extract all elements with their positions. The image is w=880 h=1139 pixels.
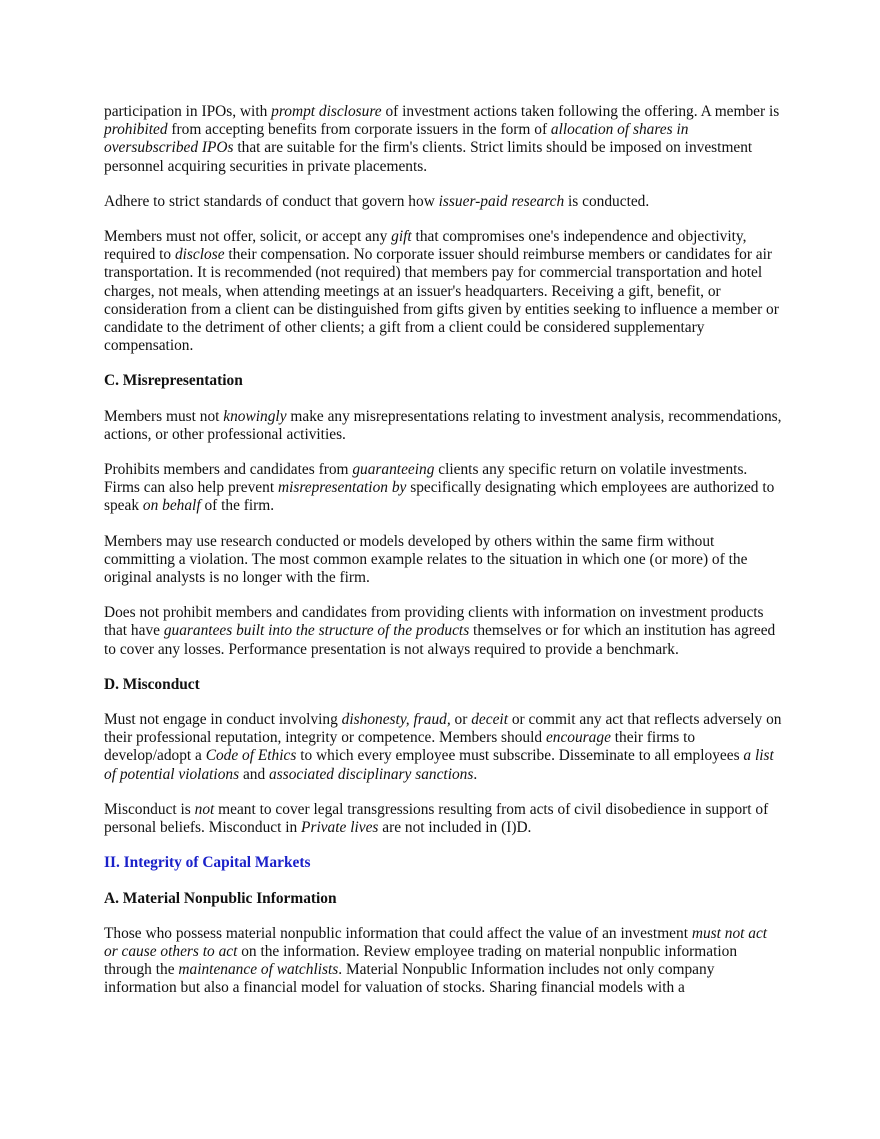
paragraph-guaranteeing: Prohibits members and candidates from guaranteeing clients any specific return on volatile investments. Firms can also help prevent misrepresentation by specifically designating which employees are authorized to speak on behalf of the firm. — [104, 461, 775, 515]
paragraph-gifts: Members must not offer, solicit, or accept any gift that compromises one's independence and objectivity, required to disclose their compensation. No corporate issuer should reimburse members or candidates for air transportation. It is recommended (not required) that members pay for commercial transportation and hotel charges, not meals, when attending meetings at an issuer's headquarters. Receiving a gift, benefit, or consideration from a client can be distinguished from gifts given by entities seeking to influence a member or candidate to the detriment of other clients; a gift from a client could be considered supplementary compensation. — [104, 228, 779, 355]
paragraph-material-nonpublic: Those who possess material nonpublic information that could affect the value of an investment must not act or cause others to act on the information. Review employee trading on material nonpublic information through the maintenance of watchlists. Material Nonpublic Information includes not only company information but also a financial model for valuation of stocks. Sharing financial models with a — [104, 924, 768, 997]
paragraph-guarantees-built-in: Does not prohibit members and candidates from providing clients with information on investment products that have guarantees built into the structure of the products themselves or for which an institution has agreed to cover any losses. Performance presentation is not always required to provide a benchmark. — [104, 604, 776, 658]
heading-misconduct: D. Misconduct — [104, 675, 200, 693]
paragraph-issuer-paid-research: Adhere to strict standards of conduct that govern how issuer-paid research is conducted. — [104, 192, 650, 210]
paragraph-ipo-participation: participation in IPOs, with prompt disclosure of investment actions taken following the offering. A member is prohibited from accepting benefits from corporate issuers in the form of allocation of shares in oversubscribed IPOs that are suitable for the firm's clients. Strict limits should be imposed on investment personnel acquiring securities in private placements. — [104, 103, 780, 175]
heading-material-nonpublic-information: A. Material Nonpublic Information — [104, 889, 337, 907]
heading-integrity-capital-markets: II. Integrity of Capital Markets — [104, 854, 311, 872]
paragraph-civil-disobedience: Misconduct is not meant to cover legal transgressions resulting from acts of civil disobedience in support of personal beliefs. Misconduct in Private lives are not included in (I)D. — [104, 800, 769, 837]
paragraph-research-models: Members may use research conducted or models developed by others within the same firm without committing a violation. The most common example relates to the situation in which one (or more) of the original analysts is no longer with the firm. — [104, 532, 748, 587]
heading-misrepresentation: C. Misrepresentation — [104, 372, 243, 390]
document-page — [104, 103, 784, 998]
paragraph-knowingly: Members must not knowingly make any misrepresentations relating to investment analysis, recommendations, actions, or other professional activities. — [104, 407, 782, 443]
paragraph-dishonesty: Must not engage in conduct involving dishonesty, fraud, or deceit or commit any act that reflects adversely on their professional reputation, integrity or competence. Members should encourage their firms to develop/adopt a Code of Ethics to which every employee must subscribe. Disseminate to all employees a list of potential violations and associated disciplinary sanctions. — [104, 711, 782, 783]
